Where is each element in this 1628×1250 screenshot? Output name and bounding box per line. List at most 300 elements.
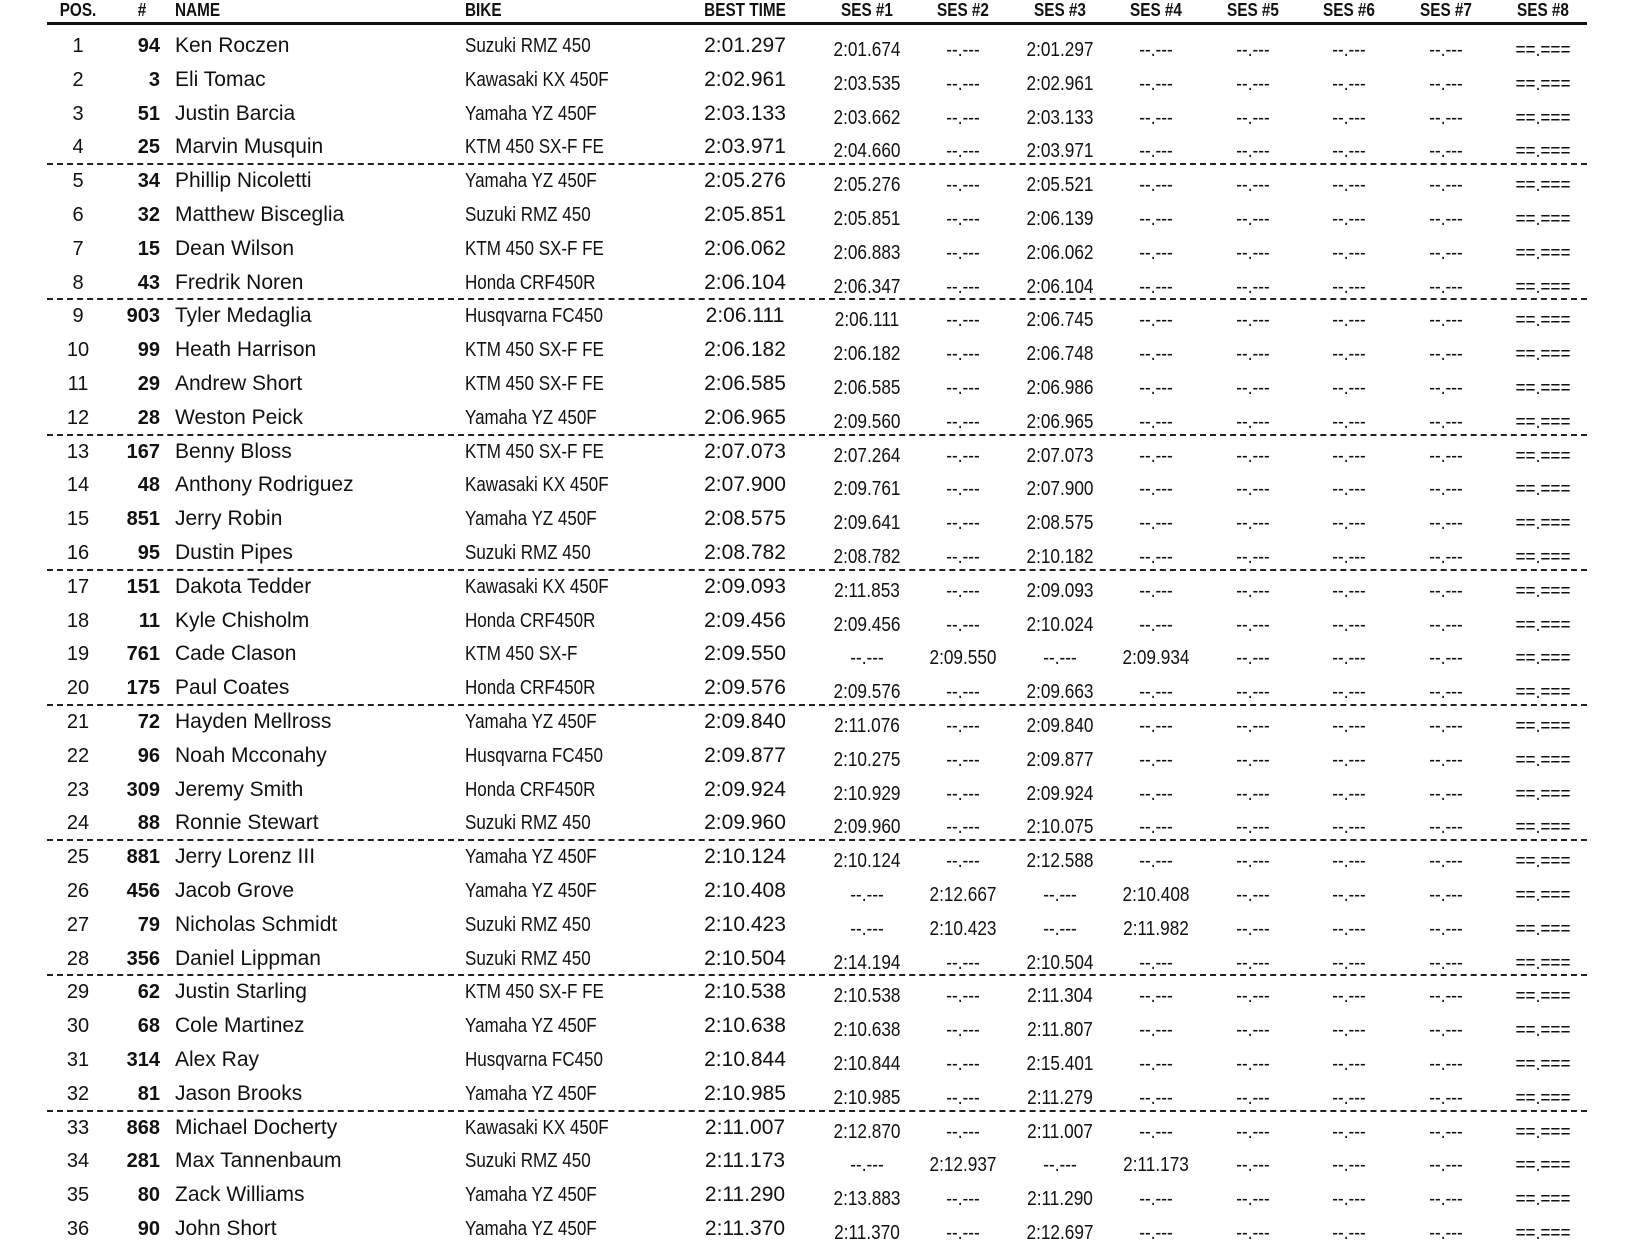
session-4-time-cell: --.--- <box>1139 275 1173 298</box>
session-4-time-cell: --.--- <box>1139 241 1173 264</box>
header-ses-5: SES #5 <box>1227 0 1279 20</box>
session-8-time-cell: ==.=== <box>1515 343 1571 366</box>
session-4-time-cell: --.--- <box>1139 140 1173 163</box>
table-row <box>0 232 1628 266</box>
bike-cell: KTM 450 SX-F FE <box>465 373 604 395</box>
session-7-time-cell: --.--- <box>1429 208 1463 230</box>
position-cell: 33 <box>66 1116 90 1139</box>
session-1-time-cell: 2:14.194 <box>833 951 901 974</box>
position-cell: 3 <box>72 102 84 125</box>
rider-name-cell: Ronnie Stewart <box>175 811 319 835</box>
session-2-time-cell: --.--- <box>946 309 980 332</box>
session-3-time-cell: 2:11.304 <box>1027 985 1093 1008</box>
session-4-time-cell: --.--- <box>1139 715 1173 737</box>
session-5-time-cell: --.--- <box>1236 613 1270 636</box>
best-time-cell: 2:05.276 <box>704 169 786 193</box>
session-1-time-cell: 2:09.761 <box>833 478 901 501</box>
session-2-time-cell: --.--- <box>946 444 980 467</box>
rider-name-cell: Cade Clason <box>175 642 297 666</box>
session-4-time-cell: --.--- <box>1139 985 1173 1008</box>
session-7-time-cell: --.--- <box>1429 748 1463 771</box>
session-3-time-cell: 2:08.575 <box>1026 512 1094 535</box>
session-5-time-cell: --.--- <box>1236 579 1270 602</box>
table-row <box>0 63 1628 97</box>
bike-cell: Yamaha YZ 450F <box>465 711 597 733</box>
session-6-time-cell: --.--- <box>1332 1019 1366 1042</box>
session-1-time-cell: 2:05.851 <box>833 208 901 230</box>
session-1-time-cell: 2:03.662 <box>833 106 901 129</box>
session-2-time-cell: --.--- <box>946 410 980 433</box>
session-6-time-cell: --.--- <box>1332 208 1366 230</box>
table-row <box>0 1111 1628 1145</box>
position-cell: 16 <box>66 542 90 564</box>
best-time-cell: 2:10.844 <box>704 1048 786 1071</box>
session-8-time-cell: ==.=== <box>1515 951 1571 974</box>
session-5-time-cell: --.--- <box>1236 208 1270 230</box>
rider-name-cell: Cole Martinez <box>175 1014 305 1038</box>
position-cell: 8 <box>72 271 84 294</box>
rider-number-cell: 48 <box>137 474 160 497</box>
session-1-time-cell: 2:07.264 <box>833 444 901 467</box>
rider-name-cell: Justin Barcia <box>175 101 296 125</box>
session-4-time-cell: --.--- <box>1139 613 1173 636</box>
best-time-cell: 2:08.782 <box>704 541 786 564</box>
session-4-time-cell: --.--- <box>1139 1086 1173 1109</box>
session-6-time-cell: --.--- <box>1332 72 1366 95</box>
session-1-time-cell: 2:06.585 <box>833 377 901 399</box>
session-8-time-cell: ==.=== <box>1515 748 1571 771</box>
rider-name-cell: Dustin Pipes <box>175 541 293 564</box>
table-row <box>0 435 1628 469</box>
session-4-time-cell: --.--- <box>1139 782 1173 805</box>
position-cell: 18 <box>66 609 90 632</box>
session-7-time-cell: --.--- <box>1429 681 1463 704</box>
best-time-cell: 2:09.840 <box>704 710 786 733</box>
rider-number-cell: 356 <box>126 947 160 970</box>
session-8-time-cell: ==.=== <box>1515 1120 1571 1143</box>
rider-number-cell: 72 <box>137 711 160 733</box>
session-3-time-cell: 2:09.663 <box>1026 681 1094 704</box>
session-1-time-cell: 2:09.576 <box>833 681 901 704</box>
rider-name-cell: Noah Mcconahy <box>175 743 327 767</box>
rider-number-cell: 903 <box>126 305 160 328</box>
session-7-time-cell: --.--- <box>1429 917 1463 940</box>
header-best-time: BEST TIME <box>704 0 786 20</box>
rider-name-cell: Alex Ray <box>175 1048 260 1071</box>
session-8-time-cell: ==.=== <box>1515 241 1571 264</box>
best-time-cell: 2:09.960 <box>704 811 786 835</box>
session-3-time-cell: --.--- <box>1043 917 1077 940</box>
session-2-time-cell: --.--- <box>946 1053 980 1075</box>
rider-number-cell: 3 <box>148 68 160 91</box>
session-5-time-cell: --.--- <box>1236 1086 1270 1109</box>
best-time-cell: 2:03.971 <box>704 135 786 159</box>
session-8-time-cell: ==.=== <box>1515 917 1571 940</box>
bike-cell: Suzuki RMZ 450 <box>465 812 591 835</box>
bike-cell: KTM 450 SX-F FE <box>465 981 604 1004</box>
best-time-cell: 2:06.104 <box>704 270 786 294</box>
session-1-time-cell: 2:04.660 <box>833 140 901 163</box>
rider-number-cell: 851 <box>126 508 160 531</box>
session-7-time-cell: --.--- <box>1429 1154 1463 1177</box>
rider-name-cell: Benny Bloss <box>175 439 292 463</box>
session-4-time-cell: --.--- <box>1139 377 1173 399</box>
session-1-time-cell: 2:01.674 <box>833 39 901 61</box>
position-cell: 9 <box>72 305 84 328</box>
session-2-time-cell: --.--- <box>946 1019 980 1042</box>
session-2-time-cell: --.--- <box>946 1222 980 1244</box>
session-1-time-cell: 2:05.276 <box>833 174 901 197</box>
session-4-time-cell: --.--- <box>1139 72 1173 95</box>
best-time-cell: 2:10.408 <box>704 879 786 902</box>
session-2-time-cell: --.--- <box>946 613 980 636</box>
best-time-cell: 2:08.575 <box>704 507 786 531</box>
session-2-time-cell: --.--- <box>946 1086 980 1109</box>
position-cell: 29 <box>66 981 90 1004</box>
session-5-time-cell: --.--- <box>1236 951 1270 974</box>
best-time-cell: 2:06.585 <box>704 372 786 395</box>
session-6-time-cell: --.--- <box>1332 782 1366 805</box>
session-3-time-cell: 2:11.290 <box>1027 1188 1093 1211</box>
rider-number-cell: 94 <box>137 35 160 57</box>
rider-name-cell: Ken Roczen <box>175 34 290 57</box>
table-row <box>0 773 1628 807</box>
session-6-time-cell: --.--- <box>1332 1154 1366 1177</box>
session-3-time-cell: 2:02.961 <box>1026 72 1094 95</box>
rider-name-cell: Jerry Robin <box>175 507 283 531</box>
session-7-time-cell: --.--- <box>1429 579 1463 602</box>
position-cell: 32 <box>66 1082 90 1105</box>
session-4-time-cell: --.--- <box>1139 1188 1173 1211</box>
bike-cell: Yamaha YZ 450F <box>465 508 597 531</box>
bike-cell: KTM 450 SX-F FE <box>465 136 604 159</box>
table-row <box>0 468 1628 502</box>
bike-cell: Yamaha YZ 450F <box>465 846 597 869</box>
rider-name-cell: Matthew Bisceglia <box>175 203 345 226</box>
session-3-time-cell: 2:09.877 <box>1026 748 1094 771</box>
best-time-cell: 2:09.924 <box>704 777 786 801</box>
rider-number-cell: 881 <box>126 846 160 869</box>
session-5-time-cell: --.--- <box>1236 816 1270 839</box>
session-7-time-cell: --.--- <box>1429 1053 1463 1075</box>
position-cell: 28 <box>66 947 90 970</box>
session-7-time-cell: --.--- <box>1429 512 1463 535</box>
position-cell: 31 <box>66 1049 90 1071</box>
rider-number-cell: 281 <box>126 1150 160 1173</box>
rider-number-cell: 99 <box>137 339 160 362</box>
bike-cell: Yamaha YZ 450F <box>465 1082 597 1105</box>
session-1-time-cell: 2:06.347 <box>833 275 901 298</box>
session-1-time-cell: 2:09.456 <box>833 613 901 636</box>
rider-name-cell: Andrew Short <box>175 372 303 395</box>
bike-cell: Suzuki RMZ 450 <box>465 1150 591 1173</box>
session-6-time-cell: --.--- <box>1332 579 1366 602</box>
session-6-time-cell: --.--- <box>1332 1222 1366 1244</box>
position-cell: 7 <box>72 237 84 260</box>
rider-number-cell: 25 <box>137 136 160 159</box>
table-row <box>0 1212 1628 1246</box>
best-time-cell: 2:11.007 <box>704 1115 786 1139</box>
position-cell: 34 <box>66 1150 90 1173</box>
session-7-time-cell: --.--- <box>1429 1120 1463 1143</box>
session-5-time-cell: --.--- <box>1236 241 1270 264</box>
bike-cell: Kawasaki KX 450F <box>465 474 609 497</box>
session-6-time-cell: --.--- <box>1332 241 1366 264</box>
header-bike: BIKE <box>465 0 502 20</box>
session-4-time-cell: --.--- <box>1139 106 1173 129</box>
session-6-time-cell: --.--- <box>1332 613 1366 636</box>
best-time-cell: 2:09.550 <box>704 642 786 666</box>
best-time-cell: 2:11.173 <box>704 1149 786 1173</box>
session-7-time-cell: --.--- <box>1429 816 1463 839</box>
session-4-time-cell: --.--- <box>1139 579 1173 602</box>
session-6-time-cell: --.--- <box>1332 884 1366 906</box>
bike-cell: Suzuki RMZ 450 <box>465 35 591 57</box>
session-8-time-cell: ==.=== <box>1515 884 1571 906</box>
session-7-time-cell: --.--- <box>1429 715 1463 737</box>
session-5-time-cell: --.--- <box>1236 309 1270 332</box>
table-row <box>0 299 1628 333</box>
header-ses-8: SES #8 <box>1517 0 1569 20</box>
position-cell: 4 <box>72 136 84 159</box>
table-row <box>0 671 1628 705</box>
rider-number-cell: 151 <box>126 575 160 598</box>
session-3-time-cell: 2:06.745 <box>1026 309 1094 332</box>
session-8-time-cell: ==.=== <box>1515 512 1571 535</box>
position-cell: 15 <box>66 508 90 531</box>
rider-name-cell: Tyler Medaglia <box>175 304 312 328</box>
session-2-time-cell: 2:12.667 <box>929 884 997 906</box>
header-ses-1: SES #1 <box>841 0 893 20</box>
session-8-time-cell: ==.=== <box>1515 647 1571 670</box>
rider-number-cell: 43 <box>137 271 160 294</box>
rider-name-cell: Kyle Chisholm <box>175 608 310 632</box>
bike-cell: Husqvarna FC450 <box>465 744 603 767</box>
session-5-time-cell: --.--- <box>1236 1188 1270 1211</box>
rider-number-cell: 314 <box>126 1049 160 1071</box>
session-7-time-cell: --.--- <box>1429 106 1463 129</box>
session-7-time-cell: --.--- <box>1429 444 1463 467</box>
bike-cell: Yamaha YZ 450F <box>465 1218 597 1240</box>
session-4-time-cell: --.--- <box>1139 816 1173 839</box>
table-row <box>0 942 1628 976</box>
table-row <box>0 29 1628 63</box>
session-7-time-cell: --.--- <box>1429 884 1463 906</box>
session-3-time-cell: 2:05.521 <box>1026 174 1094 197</box>
session-1-time-cell: --.--- <box>850 1154 884 1177</box>
session-5-time-cell: --.--- <box>1236 647 1270 670</box>
session-3-time-cell: --.--- <box>1043 647 1077 670</box>
rider-name-cell: Jeremy Smith <box>175 777 304 801</box>
bike-cell: Kawasaki KX 450F <box>465 575 609 598</box>
header-ses-4: SES #4 <box>1130 0 1182 20</box>
session-3-time-cell: --.--- <box>1043 1154 1077 1177</box>
session-6-time-cell: --.--- <box>1332 715 1366 737</box>
position-cell: 20 <box>66 677 90 700</box>
session-5-time-cell: --.--- <box>1236 140 1270 163</box>
table-row <box>0 130 1628 164</box>
session-4-time-cell: --.--- <box>1139 512 1173 535</box>
session-5-time-cell: --.--- <box>1236 917 1270 940</box>
bike-cell: Kawasaki KX 450F <box>465 68 609 91</box>
session-5-time-cell: --.--- <box>1236 512 1270 535</box>
session-8-time-cell: ==.=== <box>1515 1154 1571 1177</box>
session-7-time-cell: --.--- <box>1429 377 1463 399</box>
session-8-time-cell: ==.=== <box>1515 1188 1571 1211</box>
session-7-time-cell: --.--- <box>1429 1222 1463 1244</box>
table-row <box>0 1144 1628 1178</box>
session-6-time-cell: --.--- <box>1332 850 1366 873</box>
session-8-time-cell: ==.=== <box>1515 309 1571 332</box>
session-1-time-cell: 2:11.370 <box>834 1222 900 1244</box>
best-time-cell: 2:11.370 <box>704 1217 786 1240</box>
session-6-time-cell: --.--- <box>1332 681 1366 704</box>
rider-name-cell: Zack Williams <box>175 1183 305 1207</box>
rider-name-cell: Jacob Grove <box>175 879 295 902</box>
session-2-time-cell: --.--- <box>946 748 980 771</box>
position-cell: 21 <box>66 711 90 733</box>
rider-number-cell: 90 <box>137 1218 160 1240</box>
session-4-time-cell: --.--- <box>1139 208 1173 230</box>
table-row <box>0 198 1628 232</box>
session-6-time-cell: --.--- <box>1332 309 1366 332</box>
bike-cell: Suzuki RMZ 450 <box>465 947 591 970</box>
session-7-time-cell: --.--- <box>1429 241 1463 264</box>
bike-cell: Yamaha YZ 450F <box>465 170 597 193</box>
best-time-cell: 2:10.423 <box>704 912 786 936</box>
table-row <box>0 1043 1628 1077</box>
session-4-time-cell: 2:11.982 <box>1123 917 1189 940</box>
session-6-time-cell: --.--- <box>1332 174 1366 197</box>
session-3-time-cell: 2:06.104 <box>1026 275 1094 298</box>
table-row <box>0 975 1628 1009</box>
session-4-time-cell: --.--- <box>1139 951 1173 974</box>
session-7-time-cell: --.--- <box>1429 1019 1463 1042</box>
session-2-time-cell: --.--- <box>946 782 980 805</box>
session-8-time-cell: ==.=== <box>1515 377 1571 399</box>
table-row <box>0 570 1628 604</box>
bike-cell: KTM 450 SX-F FE <box>465 440 604 463</box>
session-6-time-cell: --.--- <box>1332 816 1366 839</box>
session-4-time-cell: --.--- <box>1139 1053 1173 1075</box>
bike-cell: KTM 450 SX-F FE <box>465 339 604 362</box>
session-3-time-cell: --.--- <box>1043 884 1077 906</box>
session-8-time-cell: ==.=== <box>1515 140 1571 163</box>
session-6-time-cell: --.--- <box>1332 985 1366 1008</box>
table-row <box>0 536 1628 570</box>
rider-number-cell: 29 <box>137 373 160 395</box>
session-2-time-cell: --.--- <box>946 816 980 839</box>
session-1-time-cell: 2:09.560 <box>833 410 901 433</box>
session-8-time-cell: ==.=== <box>1515 1222 1571 1244</box>
session-1-time-cell: 2:03.535 <box>833 72 901 95</box>
rider-name-cell: Justin Starling <box>175 980 307 1004</box>
session-3-time-cell: 2:06.748 <box>1026 343 1094 366</box>
session-1-time-cell: 2:09.641 <box>833 512 901 535</box>
session-8-time-cell: ==.=== <box>1515 715 1571 737</box>
best-time-cell: 2:10.985 <box>704 1081 786 1105</box>
session-6-time-cell: --.--- <box>1332 951 1366 974</box>
bike-cell: Honda CRF450R <box>465 677 596 700</box>
table-row <box>0 1077 1628 1111</box>
rider-number-cell: 88 <box>137 812 160 835</box>
rider-name-cell: Marvin Musquin <box>175 135 324 159</box>
session-7-time-cell: --.--- <box>1429 275 1463 298</box>
best-time-cell: 2:03.133 <box>704 101 786 125</box>
session-5-time-cell: --.--- <box>1236 478 1270 501</box>
best-time-cell: 2:09.877 <box>704 743 786 767</box>
rider-number-cell: 167 <box>126 440 160 463</box>
session-8-time-cell: ==.=== <box>1515 1086 1571 1109</box>
session-2-time-cell: 2:12.937 <box>929 1154 997 1177</box>
session-8-time-cell: ==.=== <box>1515 39 1571 61</box>
session-1-time-cell: 2:12.870 <box>833 1120 901 1143</box>
session-4-time-cell: 2:09.934 <box>1122 647 1190 670</box>
session-3-time-cell: 2:09.840 <box>1026 715 1094 737</box>
session-6-time-cell: --.--- <box>1332 478 1366 501</box>
session-8-time-cell: ==.=== <box>1515 613 1571 636</box>
session-4-time-cell: --.--- <box>1139 748 1173 771</box>
position-cell: 14 <box>66 474 90 497</box>
bike-cell: Suzuki RMZ 450 <box>465 542 591 564</box>
session-3-time-cell: 2:06.139 <box>1026 208 1094 230</box>
session-1-time-cell: 2:09.960 <box>833 816 901 839</box>
session-5-time-cell: --.--- <box>1236 174 1270 197</box>
rider-number-cell: 15 <box>137 237 160 260</box>
session-1-time-cell: 2:11.076 <box>834 715 900 737</box>
session-2-time-cell: --.--- <box>946 715 980 737</box>
session-4-time-cell: --.--- <box>1139 850 1173 873</box>
best-time-cell: 2:11.290 <box>704 1183 786 1207</box>
rider-name-cell: Dean Wilson <box>175 236 295 260</box>
session-8-time-cell: ==.=== <box>1515 850 1571 873</box>
table-row <box>0 1009 1628 1043</box>
rider-name-cell: Daniel Lippman <box>175 946 321 970</box>
session-6-time-cell: --.--- <box>1332 140 1366 163</box>
session-4-time-cell: 2:11.173 <box>1123 1154 1189 1177</box>
session-3-time-cell: 2:15.401 <box>1026 1053 1094 1075</box>
session-5-time-cell: --.--- <box>1236 546 1270 568</box>
session-2-time-cell: 2:10.423 <box>929 917 997 940</box>
bike-cell: Yamaha YZ 450F <box>465 1015 597 1038</box>
session-5-time-cell: --.--- <box>1236 715 1270 737</box>
session-2-time-cell: --.--- <box>946 343 980 366</box>
session-1-time-cell: 2:06.182 <box>833 343 901 366</box>
header-rule <box>47 22 1587 25</box>
session-8-time-cell: ==.=== <box>1515 579 1571 602</box>
session-2-time-cell: --.--- <box>946 275 980 298</box>
rider-number-cell: 80 <box>137 1184 160 1207</box>
rider-number-cell: 68 <box>137 1015 160 1038</box>
bike-cell: Yamaha YZ 450F <box>465 406 597 429</box>
best-time-cell: 2:09.576 <box>704 676 786 700</box>
session-2-time-cell: --.--- <box>946 140 980 163</box>
rider-number-cell: 34 <box>137 170 160 193</box>
position-cell: 12 <box>66 406 90 429</box>
session-2-time-cell: --.--- <box>946 106 980 129</box>
best-time-cell: 2:02.961 <box>704 67 786 91</box>
session-1-time-cell: 2:10.538 <box>833 985 901 1008</box>
session-2-time-cell: --.--- <box>946 985 980 1008</box>
session-1-time-cell: 2:06.111 <box>834 309 900 332</box>
position-cell: 22 <box>66 744 90 767</box>
session-4-time-cell: --.--- <box>1139 174 1173 197</box>
table-row <box>0 367 1628 401</box>
session-8-time-cell: ==.=== <box>1515 681 1571 704</box>
rider-number-cell: 95 <box>137 542 160 564</box>
session-2-time-cell: --.--- <box>946 546 980 568</box>
table-row <box>0 333 1628 367</box>
